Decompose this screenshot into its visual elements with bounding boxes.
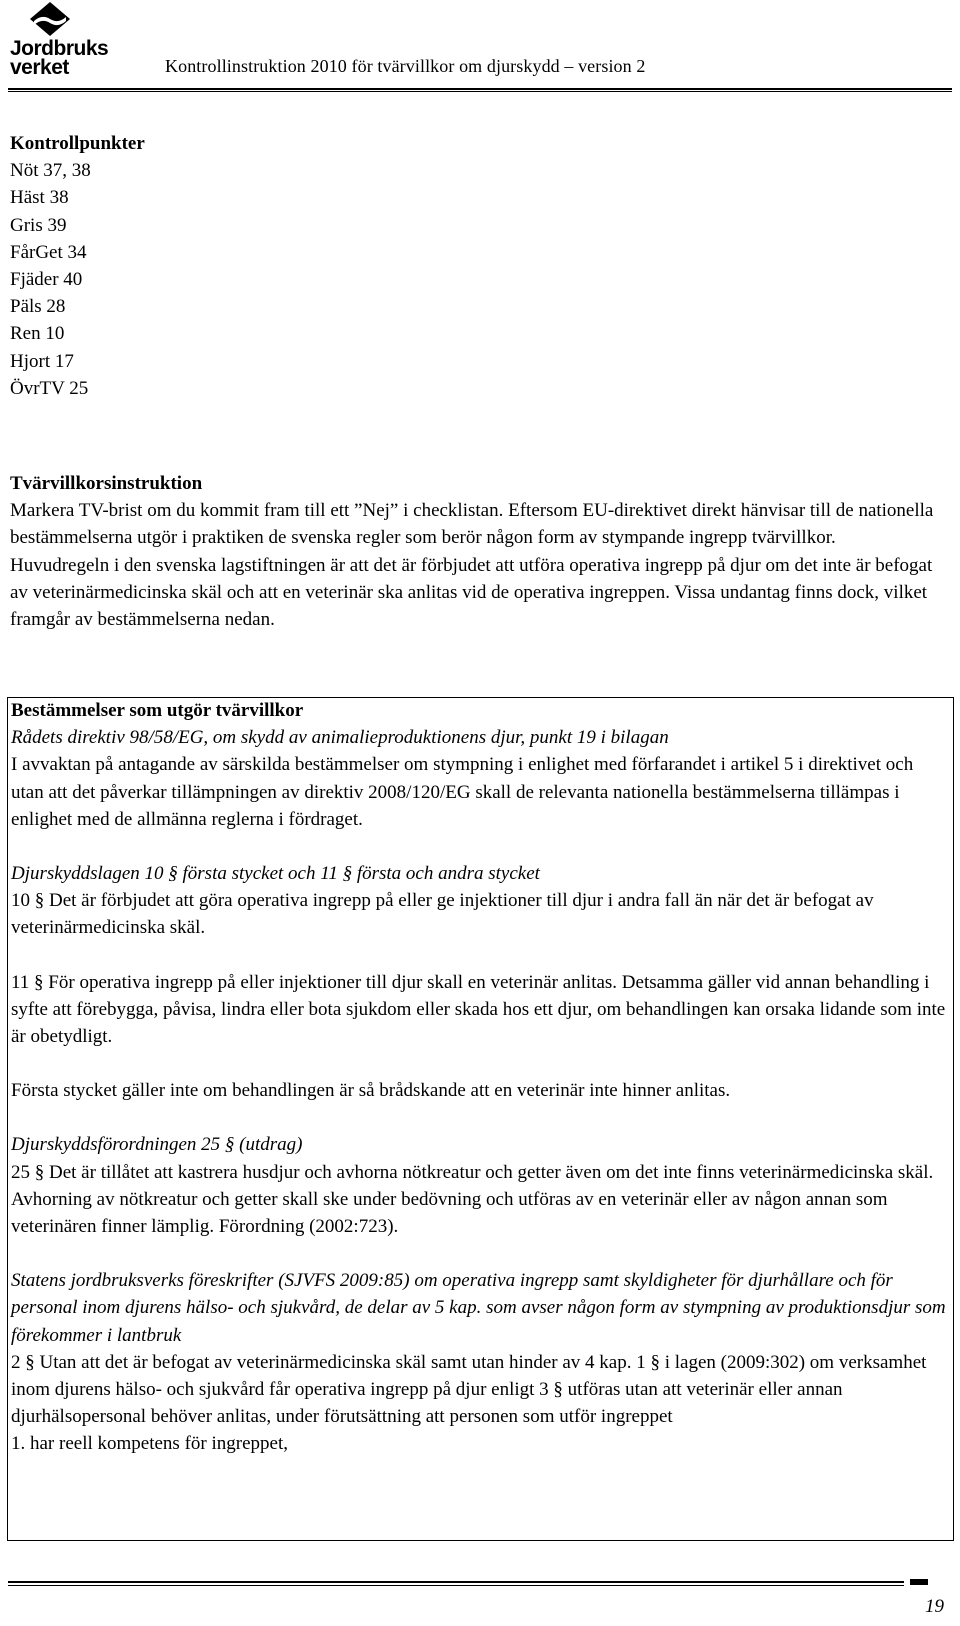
logo-line1: Jordbruks (10, 37, 109, 60)
kontrollpunkt-item: Päls 28 (10, 296, 66, 318)
footer-rule-thin (8, 1585, 904, 1586)
kontrollpunkt-item: Fjäder 40 (10, 269, 83, 291)
kontrollpunkt-item: Häst 38 (10, 187, 69, 209)
header-rule-thin (8, 91, 952, 92)
page-number: 19 (925, 1596, 944, 1617)
kontrollpunkter-section (10, 130, 938, 402)
sjvfs-item-1: 1. har reell kompetens för ingreppet, (11, 1433, 288, 1455)
instruktion-section (10, 470, 938, 633)
sjvfs-text: 2 § Utan att det är befogat av veterinärmedicinska skäl samt utan hinder av 4 kap. 1 § i lagen (2009:302) om verksamhet inom djurens hälso- och sjukvård får operativa ingrepp på djur enligt 3 § utföras utan att veterinär eller annan djurhälsopersonal behöver anlitas, under förutsättning att personen som utför ingreppet (11, 1351, 927, 1428)
bestammelser-box (7, 697, 954, 1541)
instruktion-heading: Tvärvillkorsinstruktion (10, 473, 203, 494)
kontrollpunkt-item: Nöt 37, 38 (10, 160, 91, 182)
kontrollpunkt-item: FårGet 34 (10, 241, 87, 263)
rads-direktiv-title: Rådets direktiv 98/58/EG, om skydd av animalieproduktionens djur, punkt 19 i bilagan (11, 727, 669, 749)
djurskyddslagen-p10: 10 § Det är förbjudet att göra operativa ingrepp på eller ge injektioner till djur i andra fall än när det är befogat av veterinärmedicinska skäl. (11, 890, 874, 939)
header-rule (8, 88, 952, 90)
box-heading: Bestämmelser som utgör tvärvillkor (11, 700, 304, 721)
djurskyddslagen-p11: 11 § För operativa ingrepp på eller injektioner till djur skall en veterinär anlitas. Detsamma gäller vid annan behandling i syfte att förebygga, påvisa, lindra eller bota sjukdom eller skada hos ett djur, om behandlingen kan orsaka lidande som inte är obetydligt. (11, 971, 946, 1048)
jordbruksverket-logo (8, 2, 109, 79)
kontrollpunkter-heading: Kontrollpunkter (10, 133, 145, 154)
sjvfs-title: Statens jordbruksverks föreskrifter (SJVFS 2009:85) om operativa ingrepp samt skyldigheter för djurhållare och för personal inom djurens hälso- och sjukvård, de delar av 5 kap. som avser någon form av stympning av produktionsdjur som förekommer i lantbruk (11, 1270, 946, 1346)
kontrollpunkt-item: Ren 10 (10, 323, 65, 345)
logo-line2: verket (10, 56, 69, 79)
djurskyddslagen-title: Djurskyddslagen 10 § första stycket och 11 § första och andra stycket (11, 863, 540, 885)
logo-wordmark (10, 39, 108, 77)
rads-direktiv-text: I avvaktan på antagande av särskilda bestämmelser om stympning i enlighet med förfarandet i artikel 5 i direktivet och utan att det påverkar tillämpningen av direktiv 2008/120/EG skall de relevanta nationella bestämmelserna tillämpas i enlighet med de allmänna reglerna i fördraget. (11, 754, 914, 830)
instruktion-text: Markera TV-brist om du kommit fram till ett ”Nej” i checklistan. Eftersom EU-direktivet direkt hänvisar till de nationella bestämmelserna utgör i praktiken de svenska regler som berör någon form av stympande ingrepp tvärvillkor. Huvudregeln i den svenska lagstiftningen är att det är förbjudet att utföra operativa ingrepp på djur om det inte är befogat av veterinärmedicinska skäl och att en veterinär ska anlitas vid de operativa ingreppen. Vissa undantag finns dock, vilket framgår av bestämmelserna nedan. (10, 500, 934, 631)
document-header-title: Kontrollinstruktion 2010 för tvärvillkor om djurskydd – version 2 (165, 56, 646, 76)
footer-mark (910, 1579, 928, 1585)
kontrollpunkt-item: Hjort 17 (10, 350, 74, 372)
kontrollpunkt-item: Gris 39 (10, 214, 67, 236)
footer-rule (8, 1581, 904, 1583)
kontrollpunkt-item: ÖvrTV 25 (10, 377, 89, 399)
djurskyddslagen-p11b: Första stycket gäller inte om behandlingen är så brådskande att en veterinär inte hinner anlitas. (11, 1080, 731, 1102)
djurskyddsforordningen-text: 25 § Det är tillåtet att kastrera husdjur och avhorna nötkreatur och getter även om det inte finns veterinärmedicinska skäl. Avhorning av nötkreatur och getter skall ske under bedövning och utföras av en veterinär eller av någon annan som veterinären finner lämplig. Förordning (2002:723). (11, 1161, 934, 1238)
logo-diamond-icon (30, 2, 70, 36)
djurskyddsforordningen-title: Djurskyddsförordningen 25 § (utdrag) (11, 1134, 303, 1156)
